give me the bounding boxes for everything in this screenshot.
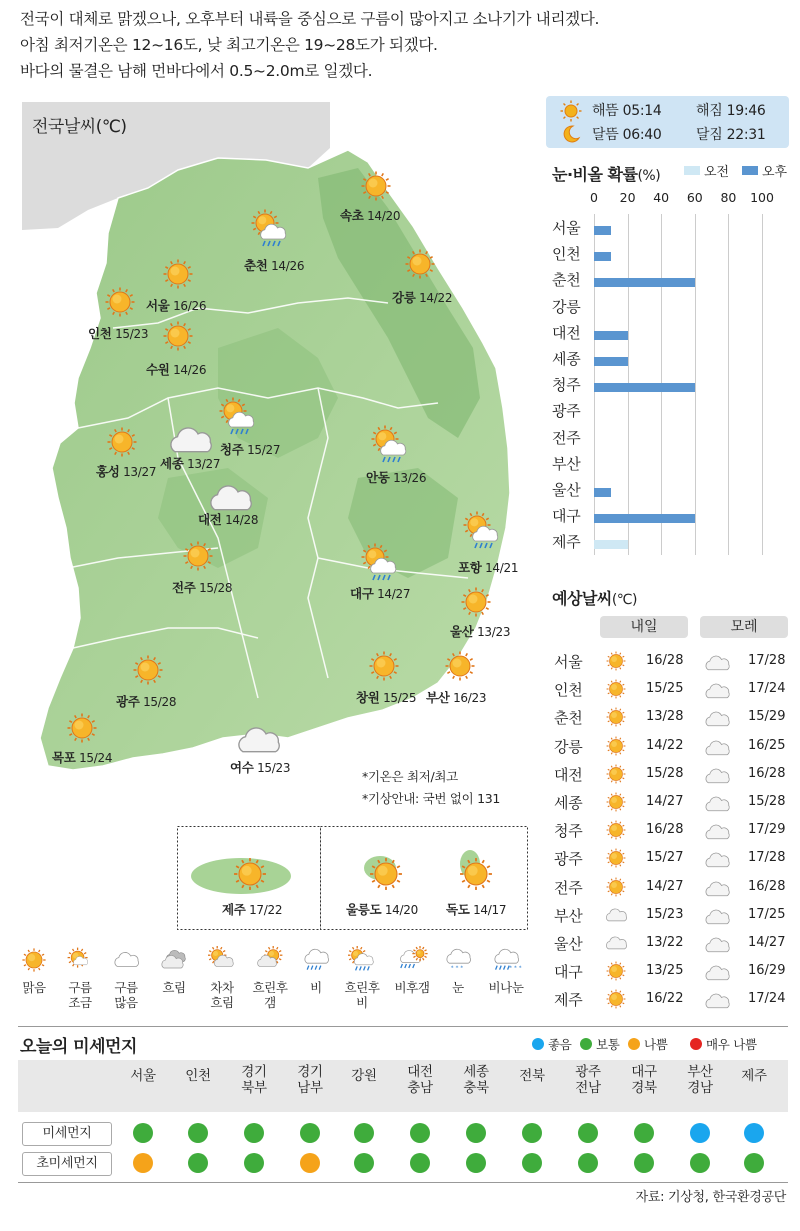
precip-gridline bbox=[728, 214, 729, 555]
map-city-temp: 14/22 bbox=[415, 291, 453, 305]
forecast-day-after-temp: 15/28 bbox=[748, 794, 786, 809]
dust-region-header: 서울 bbox=[130, 1068, 156, 1084]
map-island-temp: 14/20 bbox=[381, 903, 418, 917]
dust-region-header: 제주 bbox=[741, 1068, 767, 1084]
dust-level-dot bbox=[466, 1153, 486, 1173]
sun-icon bbox=[603, 704, 629, 734]
cloud-icon bbox=[702, 986, 732, 1020]
moon-icon bbox=[561, 124, 581, 148]
precip-gridline bbox=[762, 214, 763, 555]
map-city-label bbox=[426, 688, 486, 706]
map-city-name: 춘천 bbox=[244, 258, 268, 273]
map-city-label bbox=[340, 206, 400, 224]
precip-bar-pm bbox=[594, 488, 611, 497]
map-city-temp: 13/26 bbox=[389, 471, 427, 485]
note-temp-range: *기온은 최저/최고 bbox=[362, 769, 458, 784]
forecast-tomorrow-temp: 14/22 bbox=[646, 737, 684, 753]
rain-or-snow-icon bbox=[490, 944, 522, 980]
legend-label: 차차 흐림 bbox=[210, 980, 234, 1010]
cloudy-then-rain-icon bbox=[346, 944, 378, 980]
sunset-time: 19:46 bbox=[726, 103, 766, 119]
legend-am-swatch bbox=[684, 166, 700, 175]
sun-icon bbox=[456, 582, 496, 626]
legend-label: 구름 많음 bbox=[114, 980, 138, 1010]
mostly-cloudy-icon bbox=[110, 944, 142, 980]
dust-level-dot bbox=[244, 1123, 264, 1143]
weather-summary bbox=[20, 6, 599, 84]
dust-level-dot bbox=[744, 1153, 764, 1173]
dust-region-header: 대전 충남 bbox=[407, 1064, 433, 1096]
dust-legend-label: 나쁨 bbox=[644, 1037, 668, 1052]
precip-title: 눈·비올 확률(%) bbox=[552, 165, 661, 184]
map-city-temp: 15/28 bbox=[139, 695, 177, 709]
precip-gridline bbox=[695, 214, 696, 555]
sun-shower-icon bbox=[370, 424, 410, 468]
map-city-temp: 15/28 bbox=[195, 581, 233, 595]
map-island-temp: 17/22 bbox=[245, 903, 283, 917]
forecast-col-tomorrow: 내일 bbox=[600, 616, 688, 638]
dust-level-dot bbox=[354, 1153, 374, 1173]
dust-level-dot bbox=[354, 1123, 374, 1143]
map-city-label bbox=[96, 462, 156, 480]
sun-shower-icon bbox=[218, 396, 258, 440]
map-island-name: 독도 bbox=[446, 902, 470, 917]
dust-level-dot bbox=[578, 1123, 598, 1143]
sun-icon bbox=[603, 676, 629, 706]
forecast-city: 부산 bbox=[554, 906, 583, 925]
snow-icon bbox=[442, 944, 474, 980]
precip-bar-pm bbox=[594, 357, 628, 366]
legend-label: 구름 조금 bbox=[68, 980, 92, 1010]
legend-label: 눈 bbox=[452, 980, 464, 995]
dust-level-dot bbox=[690, 1153, 710, 1173]
sunrise-time: 05:14 bbox=[622, 103, 662, 119]
sun-icon bbox=[603, 845, 629, 875]
legend-label: 비후갬 bbox=[394, 980, 430, 995]
source-credit: 자료: 기상청, 한국환경공단 bbox=[635, 1190, 786, 1205]
forecast-tomorrow-temp: 14/27 bbox=[646, 794, 684, 809]
sun-icon bbox=[128, 650, 168, 694]
map-city-temp: 14/27 bbox=[373, 587, 411, 601]
map-city-temp: 14/28 bbox=[221, 513, 259, 527]
sun-shower-icon bbox=[360, 542, 400, 586]
dust-region-header: 광주 전남 bbox=[575, 1064, 601, 1096]
sun-icon bbox=[62, 708, 102, 752]
sun-icon bbox=[356, 166, 396, 210]
map-city-label bbox=[52, 748, 112, 766]
dust-level-dot bbox=[188, 1153, 208, 1173]
sun-moon-box bbox=[546, 96, 789, 148]
map-city-temp: 16/26 bbox=[169, 299, 207, 313]
map-city-name: 목포 bbox=[52, 750, 76, 765]
precip-city-label: 전주 bbox=[552, 428, 581, 447]
summary-line-2: 아침 최저기온은 12~16도, 낮 최고기온은 19~28도가 되겠다. bbox=[20, 36, 438, 54]
sun-icon bbox=[364, 852, 408, 900]
forecast-city: 제주 bbox=[554, 991, 583, 1010]
sun-icon bbox=[603, 733, 629, 763]
dust-title: 오늘의 미세먼지 bbox=[20, 1037, 137, 1057]
dust-legend-label: 좋음 bbox=[548, 1037, 572, 1052]
precip-bar-pm bbox=[594, 331, 628, 340]
precip-city-label: 청주 bbox=[552, 376, 581, 395]
dust-level-dot bbox=[300, 1123, 320, 1143]
dust-region-header: 부산 경남 bbox=[687, 1064, 713, 1096]
sun-icon bbox=[158, 254, 198, 298]
sun-icon bbox=[100, 282, 140, 326]
map-city-label bbox=[458, 558, 518, 576]
map-city-name: 전주 bbox=[172, 580, 196, 595]
forecast-tomorrow-temp: 16/28 bbox=[646, 822, 684, 838]
map-city-label bbox=[160, 454, 220, 472]
summary-line-3: 바다의 물결은 남해 먼바다에서 0.5~2.0m로 일겠다. bbox=[20, 62, 373, 80]
cloud-icon bbox=[603, 930, 629, 960]
dust-region-header: 강원 bbox=[351, 1068, 377, 1084]
map-city-temp: 14/26 bbox=[169, 363, 207, 377]
map-city-temp: 13/23 bbox=[473, 625, 511, 639]
forecast-day-after-temp: 16/29 bbox=[748, 963, 786, 979]
legend-pm-swatch bbox=[742, 166, 758, 175]
map-city-name: 포항 bbox=[458, 560, 482, 575]
sunny-icon bbox=[18, 944, 50, 980]
forecast-city: 강릉 bbox=[554, 737, 583, 756]
dust-legend-label: 매우 나쁨 bbox=[706, 1037, 757, 1052]
dust-region-header: 경기 남부 bbox=[297, 1064, 323, 1096]
map-city-name: 서울 bbox=[146, 298, 170, 313]
precip-bar-pm bbox=[594, 383, 695, 392]
dust-level-dot bbox=[634, 1123, 654, 1143]
moonrise-time: 06:40 bbox=[622, 127, 662, 143]
precip-city-label: 인천 bbox=[552, 245, 581, 264]
forecast-city: 전주 bbox=[554, 878, 583, 897]
precip-city-label: 춘천 bbox=[552, 271, 581, 290]
dust-level-dot bbox=[522, 1123, 542, 1143]
map-city-label bbox=[88, 324, 148, 342]
precip-tick-label: 0 bbox=[590, 190, 598, 205]
forecast-title: 예상날씨(℃) bbox=[552, 589, 637, 608]
forecast-city: 서울 bbox=[554, 653, 583, 671]
dust-region-header: 세종 충북 bbox=[463, 1064, 489, 1096]
forecast-city: 대구 bbox=[554, 963, 583, 982]
sun-icon bbox=[440, 646, 480, 690]
forecast-day-after-temp: 16/28 bbox=[748, 878, 786, 894]
dust-level-dot bbox=[410, 1153, 430, 1173]
forecast-city: 인천 bbox=[554, 681, 583, 700]
dust-legend-dot bbox=[532, 1038, 544, 1050]
map-island-temp: 14/17 bbox=[469, 903, 507, 917]
dust-legend-label: 보통 bbox=[596, 1037, 620, 1052]
legend-label: 비나눈 bbox=[488, 980, 524, 995]
sun-icon bbox=[603, 761, 629, 791]
legend-pm-label: 오후 bbox=[762, 165, 788, 180]
svg-text:*: * bbox=[460, 965, 464, 972]
map-city-label bbox=[244, 256, 304, 274]
map-city-name: 창원 bbox=[356, 690, 380, 705]
precip-tick-label: 60 bbox=[686, 190, 703, 205]
map-city-temp: 13/27 bbox=[119, 465, 157, 479]
sun-icon bbox=[603, 789, 629, 819]
dust-level-dot bbox=[244, 1153, 264, 1173]
map-city-label bbox=[392, 288, 452, 306]
precip-city-label: 세종 bbox=[552, 350, 581, 368]
map-city-label bbox=[350, 584, 410, 602]
svg-text:*: * bbox=[450, 965, 454, 972]
precip-bar-pm bbox=[594, 252, 611, 261]
dust-region-header: 대구 경북 bbox=[631, 1064, 657, 1096]
precip-city-label: 울산 bbox=[552, 481, 581, 499]
map-city-label bbox=[356, 688, 416, 706]
map-city-name: 안동 bbox=[366, 470, 390, 485]
sun-icon bbox=[603, 648, 629, 678]
moonrise-label: 달뜸 bbox=[592, 127, 619, 143]
map-city-temp: 13/27 bbox=[183, 457, 221, 471]
forecast-city: 대전 bbox=[554, 765, 583, 784]
dust-level-dot bbox=[188, 1123, 208, 1143]
map-island-name: 제주 bbox=[222, 902, 246, 917]
dust-row-label: 미세먼지 bbox=[22, 1122, 112, 1146]
map-title: 전국날씨(℃) bbox=[32, 117, 127, 137]
sun-shower-icon bbox=[462, 510, 502, 554]
sun-icon bbox=[178, 536, 218, 580]
dust-level-dot bbox=[690, 1123, 710, 1143]
forecast-tomorrow-temp: 13/25 bbox=[646, 963, 684, 979]
precip-tick-label: 80 bbox=[720, 190, 737, 205]
dust-legend-dot bbox=[628, 1038, 640, 1050]
dust-level-dot bbox=[133, 1123, 153, 1143]
map-city-name: 홍성 bbox=[96, 464, 120, 479]
forecast-day-after-temp: 17/28 bbox=[748, 850, 786, 866]
sun-icon bbox=[400, 244, 440, 288]
forecast-city: 춘천 bbox=[554, 709, 583, 728]
sun-icon bbox=[102, 422, 142, 466]
map-city-temp: 15/27 bbox=[243, 443, 281, 457]
dust-region-header: 경기 북부 bbox=[241, 1064, 267, 1096]
precip-city-label: 서울 bbox=[552, 219, 581, 237]
dust-level-dot bbox=[744, 1123, 764, 1143]
sun-icon bbox=[560, 100, 582, 126]
forecast-city: 청주 bbox=[554, 822, 583, 841]
map-city-label bbox=[230, 758, 290, 776]
map-city-temp: 16/23 bbox=[449, 691, 487, 705]
precip-bar-pm bbox=[594, 278, 695, 287]
precip-city-label: 부산 bbox=[552, 454, 581, 473]
forecast-col-day-after: 모레 bbox=[700, 616, 788, 638]
legend-label: 비 bbox=[310, 980, 322, 995]
map-city-label bbox=[198, 510, 258, 528]
sunrise-label: 해뜸 bbox=[592, 103, 619, 119]
dust-row-label: 초미세먼지 bbox=[22, 1152, 112, 1176]
overcast-icon bbox=[158, 944, 190, 980]
moonset-time: 22:31 bbox=[726, 127, 766, 143]
legend-label: 맑음 bbox=[22, 980, 46, 995]
gradually-cloudy-icon bbox=[206, 944, 238, 980]
legend-am-label: 오전 bbox=[704, 165, 730, 180]
dust-level-dot bbox=[522, 1153, 542, 1173]
cloudy-then-clear-icon bbox=[254, 944, 286, 980]
map-city-name: 속초 bbox=[340, 208, 364, 223]
map-city-label bbox=[146, 360, 206, 378]
map-city-name: 청주 bbox=[220, 442, 244, 457]
forecast-day-after-temp: 17/25 bbox=[748, 906, 786, 922]
map-city-label bbox=[220, 440, 280, 458]
dust-region-header: 인천 bbox=[185, 1068, 211, 1084]
summary-line-1: 전국이 대체로 맑겠으나, 오후부터 내륙을 중심으로 구름이 많아지고 소나기가 내리겠다. bbox=[20, 10, 600, 28]
precip-city-label: 강릉 bbox=[552, 297, 581, 316]
dust-level-dot bbox=[410, 1123, 430, 1143]
legend-label: 흐림 bbox=[162, 980, 186, 995]
sun-icon bbox=[454, 852, 498, 900]
precip-city-label: 대전 bbox=[552, 323, 581, 342]
svg-text:*: * bbox=[455, 965, 459, 972]
sunset-label: 해짐 bbox=[696, 103, 723, 119]
dust-level-dot bbox=[133, 1153, 153, 1173]
map-city-name: 광주 bbox=[116, 694, 140, 709]
svg-text:*: * bbox=[514, 965, 517, 972]
map-island-label bbox=[446, 900, 506, 918]
rain-then-clear-icon bbox=[396, 944, 428, 980]
map-city-name: 강릉 bbox=[392, 290, 416, 305]
sun-icon bbox=[603, 817, 629, 847]
forecast-tomorrow-temp: 16/28 bbox=[646, 653, 684, 668]
dust-level-dot bbox=[466, 1123, 486, 1143]
precip-bar-am bbox=[594, 540, 628, 549]
rain-icon bbox=[300, 944, 332, 980]
map-city-label bbox=[450, 622, 510, 640]
map-city-name: 세종 bbox=[160, 456, 184, 471]
svg-text:*: * bbox=[518, 965, 522, 972]
map-city-label bbox=[146, 296, 206, 314]
precip-tick-label: 40 bbox=[653, 190, 670, 205]
precip-city-label: 광주 bbox=[552, 402, 581, 421]
forecast-day-after-temp: 14/27 bbox=[748, 935, 786, 950]
note-weather-hotline: *기상안내: 국번 없이 131 bbox=[362, 791, 501, 806]
map-city-temp: 15/23 bbox=[253, 761, 291, 775]
map-city-name: 대구 bbox=[350, 586, 374, 601]
map-city-name: 대전 bbox=[198, 512, 222, 527]
forecast-day-after-temp: 17/28 bbox=[748, 653, 786, 668]
forecast-tomorrow-temp: 16/22 bbox=[646, 991, 684, 1007]
dust-legend-dot bbox=[690, 1038, 702, 1050]
map-city-temp: 15/23 bbox=[111, 327, 149, 341]
sun-icon bbox=[603, 874, 629, 904]
forecast-city: 울산 bbox=[554, 935, 583, 953]
map-city-temp: 14/21 bbox=[481, 561, 519, 575]
forecast-tomorrow-temp: 15/25 bbox=[646, 681, 684, 697]
sun-icon bbox=[228, 852, 272, 900]
forecast-day-after-temp: 15/29 bbox=[748, 709, 786, 725]
map-city-label bbox=[366, 468, 426, 486]
map-city-name: 인천 bbox=[88, 326, 112, 341]
sun-icon bbox=[603, 986, 629, 1016]
dust-region-header: 전북 bbox=[519, 1068, 545, 1084]
forecast-tomorrow-temp: 15/23 bbox=[646, 906, 684, 922]
temp-note bbox=[362, 766, 500, 810]
map-island-label bbox=[222, 900, 282, 918]
precip-city-label: 대구 bbox=[552, 507, 581, 526]
bottom-divider bbox=[18, 1182, 788, 1183]
legend-label: 흐린후 비 bbox=[344, 980, 380, 1010]
map-city-label bbox=[116, 692, 176, 710]
forecast-tomorrow-temp: 14/27 bbox=[646, 878, 684, 894]
precip-bar-pm bbox=[594, 226, 611, 235]
sun-shower-icon bbox=[250, 208, 290, 252]
dust-level-dot bbox=[578, 1153, 598, 1173]
forecast-day-after-temp: 16/28 bbox=[748, 765, 786, 781]
map-city-temp: 14/26 bbox=[267, 259, 305, 273]
section-divider bbox=[18, 1026, 788, 1027]
map-city-label bbox=[172, 578, 232, 596]
precip-tick-label: 100 bbox=[750, 190, 774, 205]
map-city-temp: 14/20 bbox=[363, 209, 401, 223]
dust-level-dot bbox=[300, 1153, 320, 1173]
dust-legend-dot bbox=[580, 1038, 592, 1050]
map-city-temp: 15/24 bbox=[75, 751, 113, 765]
legend-label: 흐린후 갬 bbox=[252, 980, 288, 1010]
map-city-name: 수원 bbox=[146, 362, 170, 377]
sun-icon bbox=[603, 958, 629, 988]
map-island-label bbox=[346, 900, 418, 918]
partly-cloudy-icon bbox=[64, 944, 96, 980]
map-city-name: 여수 bbox=[230, 760, 254, 775]
forecast-city: 세종 bbox=[554, 794, 583, 812]
precip-tick-label: 20 bbox=[619, 190, 636, 205]
forecast-day-after-temp: 17/24 bbox=[748, 681, 786, 697]
map-island-name: 울릉도 bbox=[346, 902, 382, 917]
cloud-icon bbox=[603, 902, 629, 932]
precip-city-label: 제주 bbox=[552, 533, 581, 552]
map-city-name: 울산 bbox=[450, 624, 474, 639]
svg-text:*: * bbox=[509, 965, 512, 972]
forecast-tomorrow-temp: 15/27 bbox=[646, 850, 684, 866]
forecast-tomorrow-temp: 13/22 bbox=[646, 935, 684, 950]
forecast-city: 광주 bbox=[554, 850, 583, 869]
sun-icon bbox=[364, 646, 404, 690]
forecast-day-after-temp: 17/29 bbox=[748, 822, 786, 838]
map-city-name: 부산 bbox=[426, 690, 450, 705]
precip-bar-pm bbox=[594, 514, 695, 523]
moonset-label: 달짐 bbox=[696, 127, 723, 143]
forecast-day-after-temp: 16/25 bbox=[748, 737, 786, 753]
map-city-temp: 15/25 bbox=[379, 691, 417, 705]
forecast-tomorrow-temp: 13/28 bbox=[646, 709, 684, 725]
sun-icon bbox=[158, 316, 198, 360]
forecast-tomorrow-temp: 15/28 bbox=[646, 765, 684, 781]
forecast-day-after-temp: 17/24 bbox=[748, 991, 786, 1007]
dust-level-dot bbox=[634, 1153, 654, 1173]
